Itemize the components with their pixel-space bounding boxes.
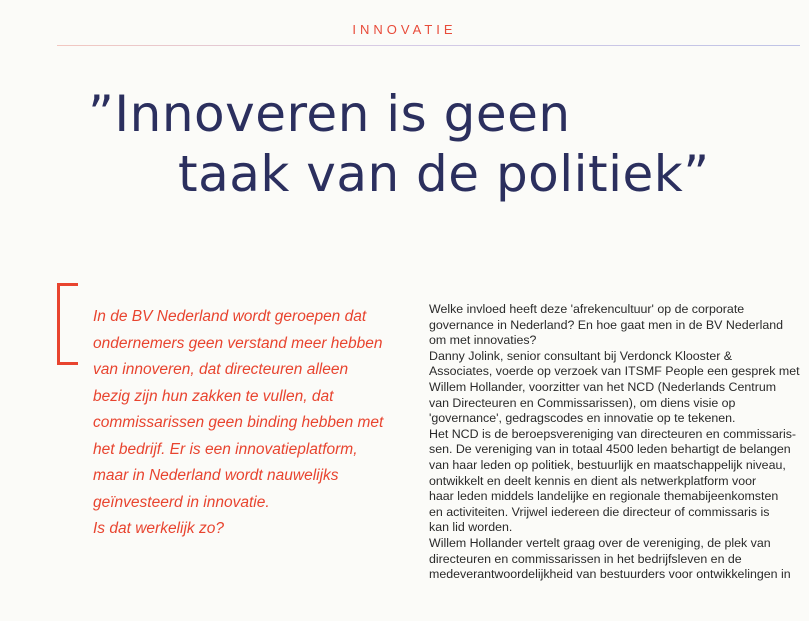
body-line: van haar leden op politiek, bestuurlijk en maatschappelijk niveau, <box>429 457 786 472</box>
body-line: governance in Nederland? En hoe gaat men in de BV Nederland <box>429 317 784 332</box>
headline-line-1: ”Innoveren is geen <box>88 85 571 143</box>
body-line: Willem Hollander vertelt graag over de vereniging, de plek van <box>429 535 771 550</box>
section-label: INNOVATIE <box>352 22 457 37</box>
lead-line: het bedrijf. Er is een innovatieplatform, <box>93 440 358 458</box>
body-line: directeuren en commissarissen in het bedrijfsleven en de <box>429 551 742 566</box>
body-line: sen. De vereniging van in totaal 4500 leden behartigt de belangen <box>429 442 791 457</box>
lead-line: ondernemers geen verstand meer hebben <box>93 334 383 352</box>
header-rule <box>57 45 800 46</box>
lead-line: In de BV Nederland wordt geroepen dat <box>93 308 367 325</box>
headline-line-2: taak van de politiek” <box>178 145 710 203</box>
lead-line: commissarissen geen binding hebben met <box>93 414 384 431</box>
lead-bracket-decoration <box>57 283 78 365</box>
body-line: medeverantwoordelijkheid van bestuurders voor ontwikkelingen in <box>429 567 791 582</box>
body-line: Welke invloed heeft deze 'afrekencultuur' op de corporate <box>429 302 745 316</box>
body-line: Het NCD is de beroepsvereniging van directeuren en commissaris- <box>429 426 797 441</box>
body-column <box>429 302 804 583</box>
body-line: om met innovaties? <box>429 333 537 348</box>
body-line: haar leden middels landelijke en regionale themabijeenkomsten <box>429 489 779 504</box>
body-line: van Directeuren en Commissarissen), om diens visie op <box>429 395 736 410</box>
lead-line: maar in Nederland wordt nauwelijks <box>93 467 339 484</box>
body-line: Associates, voerde op verzoek van ITSMF People een gesprek met <box>429 364 800 379</box>
lead-line: geïnvesteerd in innovatie. <box>93 493 270 511</box>
body-line: en activiteiten. Vrijwel iedereen die directeur of commissaris is <box>429 504 770 519</box>
lead-paragraph <box>93 304 393 543</box>
body-line: kan lid worden. <box>429 520 513 535</box>
lead-line: Is dat werkelijk zo? <box>93 520 224 537</box>
body-line: Danny Jolink, senior consultant bij Verdonck Klooster & <box>429 348 733 363</box>
body-line: ontwikkelt en deelt kennis en dient als netwerkplatform voor <box>429 473 757 488</box>
body-line: Willem Hollander, voorzitter van het NCD (Nederlands Centrum <box>429 379 777 394</box>
body-line: 'governance', gedragscodes en innovatie op te tekenen. <box>429 411 736 426</box>
lead-line: bezig zijn hun zakken te vullen, dat <box>93 387 334 405</box>
lead-line: van innoveren, dat directeuren alleen <box>93 361 349 378</box>
article-headline <box>88 84 788 204</box>
